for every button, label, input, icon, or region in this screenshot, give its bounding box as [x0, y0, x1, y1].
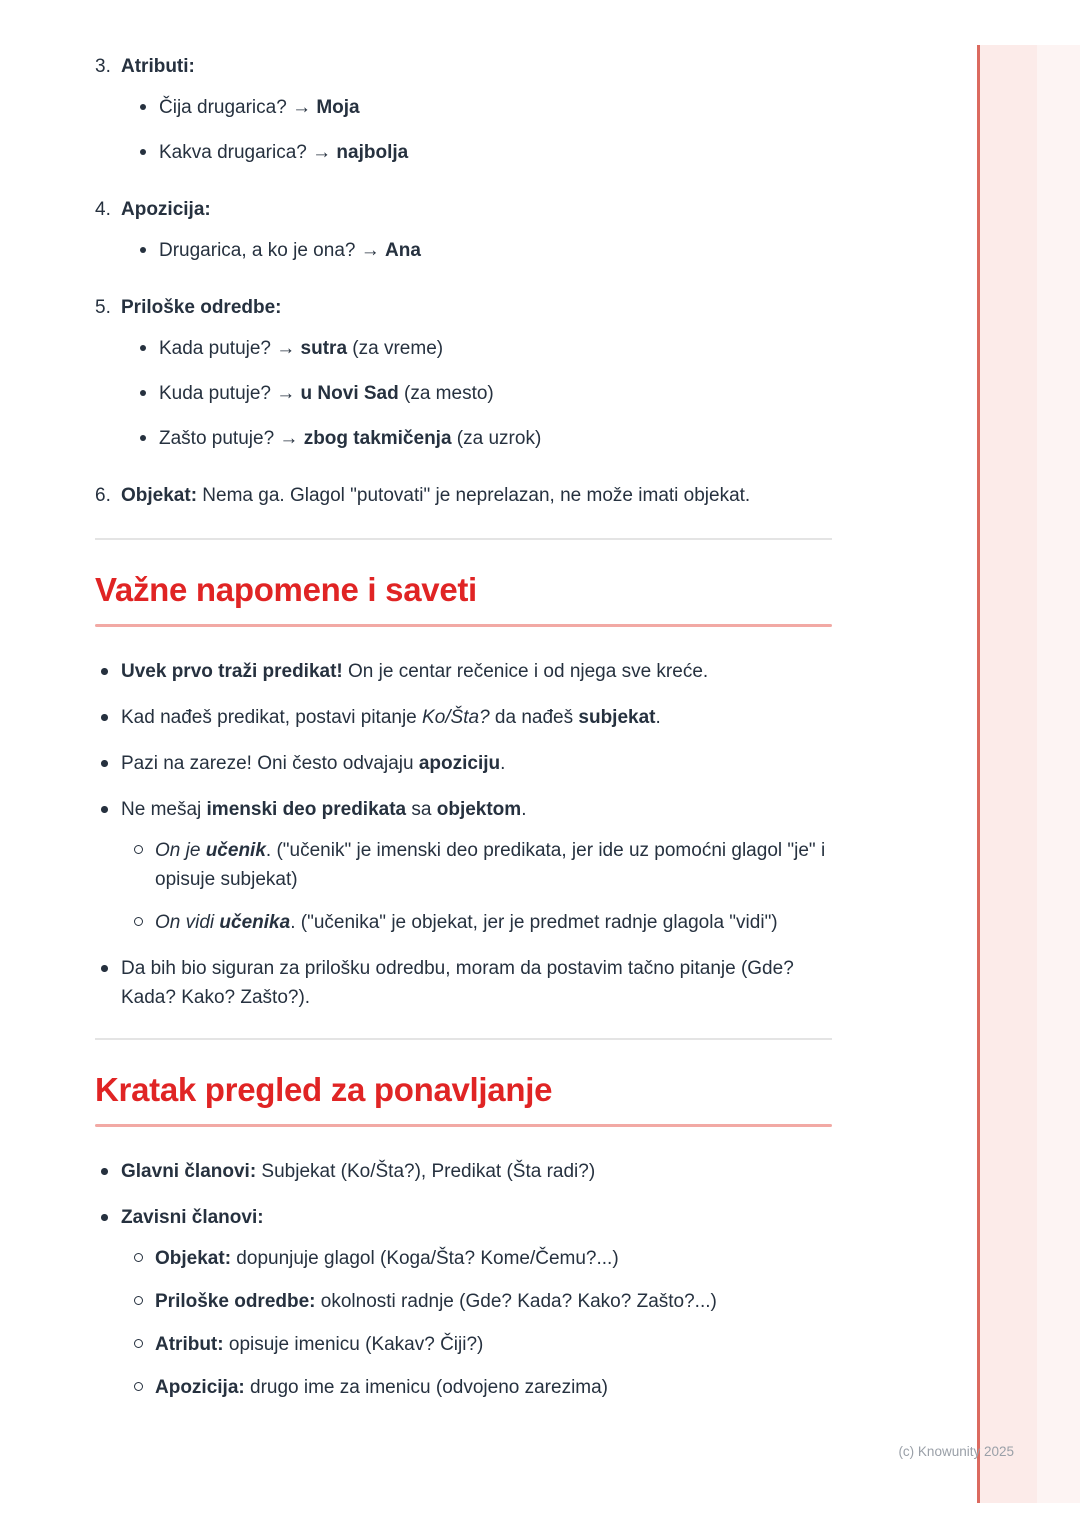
text-run: On je	[155, 840, 206, 861]
bullet-item	[95, 657, 832, 686]
section-heading-notes: Važne napomene i saveti	[95, 571, 477, 608]
section-divider	[95, 538, 832, 540]
page-edge-decoration-light	[1037, 45, 1080, 1503]
bullet-item	[135, 93, 832, 122]
text-run: Pazi na zareze! Oni često odvajaju	[121, 753, 419, 774]
text-run: Zavisni članovi:	[121, 1207, 264, 1228]
item-body	[121, 52, 832, 167]
item-label	[121, 293, 832, 322]
text-run: On je centar rečenice i od njega sve kreće.	[342, 661, 709, 682]
text-run: učenik	[205, 840, 266, 861]
sub-bullet-item	[129, 1287, 832, 1316]
sub-bullet-item	[129, 908, 832, 937]
text-run: .	[500, 753, 506, 774]
item-label	[121, 52, 832, 81]
text-run: Ko/Šta?	[422, 707, 490, 728]
text-run: zbog takmičenja	[303, 428, 452, 449]
text-run: Apozicija:	[121, 199, 211, 220]
bullet-item	[95, 1157, 832, 1186]
text-run: Čija drugarica? →	[159, 97, 317, 118]
text-run: .	[521, 799, 527, 820]
item-number: 5.	[95, 297, 111, 318]
text-run: drugo ime za imenicu (odvojeno zarezima)	[244, 1377, 609, 1398]
text-run: objektom	[436, 799, 522, 820]
text-run: Atribut:	[155, 1334, 224, 1355]
text-run: sa	[406, 799, 437, 820]
section-divider	[95, 1038, 832, 1040]
text-run: (za mesto)	[398, 383, 494, 404]
text-run: Priloške odredbe:	[155, 1291, 316, 1312]
text-run: Glavni članovi:	[121, 1161, 257, 1182]
text-run: Moja	[316, 97, 360, 118]
text-run: (za uzrok)	[451, 428, 542, 449]
text-run: Uvek prvo traži predikat!	[121, 661, 343, 682]
copyright-text: (c) Knowunity 2025	[898, 1444, 1014, 1459]
text-run: okolnosti radnje (Gde? Kada? Kako? Zašto?...)	[315, 1291, 717, 1312]
bullet-item	[135, 379, 832, 408]
text-run: Priloške odredbe:	[121, 297, 282, 318]
text-run: Atributi:	[121, 56, 195, 77]
item-body	[121, 195, 832, 265]
item-number: 6.	[95, 485, 111, 506]
heading-underline	[95, 1124, 832, 1127]
bullet-item	[95, 954, 832, 1012]
text-run: Objekat:	[155, 1248, 232, 1269]
text-run: Nema ga. Glagol "putovati" je neprelazan, ne može imati objekat.	[197, 485, 751, 506]
bullet-item	[135, 236, 832, 265]
sub-bullet-item	[129, 1330, 832, 1359]
item-number: 3.	[95, 56, 111, 77]
text-run: Kakva drugarica? →	[159, 142, 337, 163]
numbered-item	[95, 481, 832, 510]
bullet-item	[135, 424, 832, 453]
text-run: On vidi	[155, 912, 220, 933]
numbered-item	[95, 52, 832, 167]
sub-bullet-list	[121, 836, 832, 937]
bullet-item	[135, 138, 832, 167]
text-run: . ("učenika" je objekat, jer je predmet radnje glagola "vidi")	[290, 912, 778, 933]
item-bullet-list	[121, 93, 832, 167]
sub-bullet-item	[129, 836, 832, 894]
heading-underline	[95, 624, 832, 627]
sub-bullet-item	[129, 1244, 832, 1273]
text-run: Ne mešaj	[121, 799, 207, 820]
text-run: Subjekat (Ko/Šta?), Predikat (Šta radi?)	[256, 1161, 596, 1182]
numbered-item	[95, 195, 832, 265]
item-label	[121, 481, 832, 510]
bullet-item	[95, 703, 832, 732]
bullet-item	[95, 749, 832, 778]
text-run: Kad nađeš predikat, postavi pitanje	[121, 707, 423, 728]
text-run: u Novi Sad	[300, 383, 399, 404]
text-run: Zašto putuje? →	[159, 428, 304, 449]
bullet-item	[135, 334, 832, 363]
text-run: .	[655, 707, 661, 728]
text-run: dopunjuje glagol (Koga/Šta? Kome/Čemu?...)	[231, 1248, 619, 1269]
bullet-item	[95, 1203, 832, 1402]
bullet-item	[95, 795, 832, 937]
text-run: subjekat	[578, 707, 656, 728]
item-bullet-list	[121, 236, 832, 265]
document-content	[95, 52, 832, 1419]
text-run: Da bih bio siguran za prilošku odredbu, moram da postavim tačno pitanje (Gde? Kada? Kako? Zašto?).	[121, 958, 794, 1008]
text-run: da nađeš	[489, 707, 579, 728]
numbered-analysis-list	[95, 52, 832, 510]
sub-bullet-item	[129, 1373, 832, 1402]
item-body	[121, 481, 832, 510]
text-run: najbolja	[336, 142, 409, 163]
text-run: Objekat:	[121, 485, 198, 506]
item-body	[121, 293, 832, 453]
text-run: Kuda putuje? →	[159, 383, 301, 404]
text-run: apoziciju	[418, 753, 501, 774]
item-bullet-list	[121, 334, 832, 453]
text-run: Kada putuje? →	[159, 338, 301, 359]
numbered-item	[95, 293, 832, 453]
text-run: Apozicija:	[155, 1377, 245, 1398]
text-run: Drugarica, a ko je ona? →	[159, 240, 386, 261]
text-run: . ("učenik" je imenski deo predikata, jer ide uz pomoćni glagol "je" i opisuje subjekat)	[155, 840, 826, 890]
text-run: učenika	[219, 912, 291, 933]
item-number: 4.	[95, 199, 111, 220]
text-run: opisuje imenicu (Kakav? Čiji?)	[223, 1334, 484, 1355]
text-run: (za vreme)	[347, 338, 444, 359]
text-run: Ana	[385, 240, 421, 261]
review-list	[95, 1157, 832, 1402]
text-run: imenski deo predikata	[206, 799, 407, 820]
item-label	[121, 195, 832, 224]
sub-bullet-list	[121, 1244, 832, 1402]
text-run: sutra	[300, 338, 348, 359]
page-edge-decoration	[977, 45, 1037, 1503]
section-heading-review: Kratak pregled za ponavljanje	[95, 1071, 553, 1108]
notes-list	[95, 657, 832, 1012]
